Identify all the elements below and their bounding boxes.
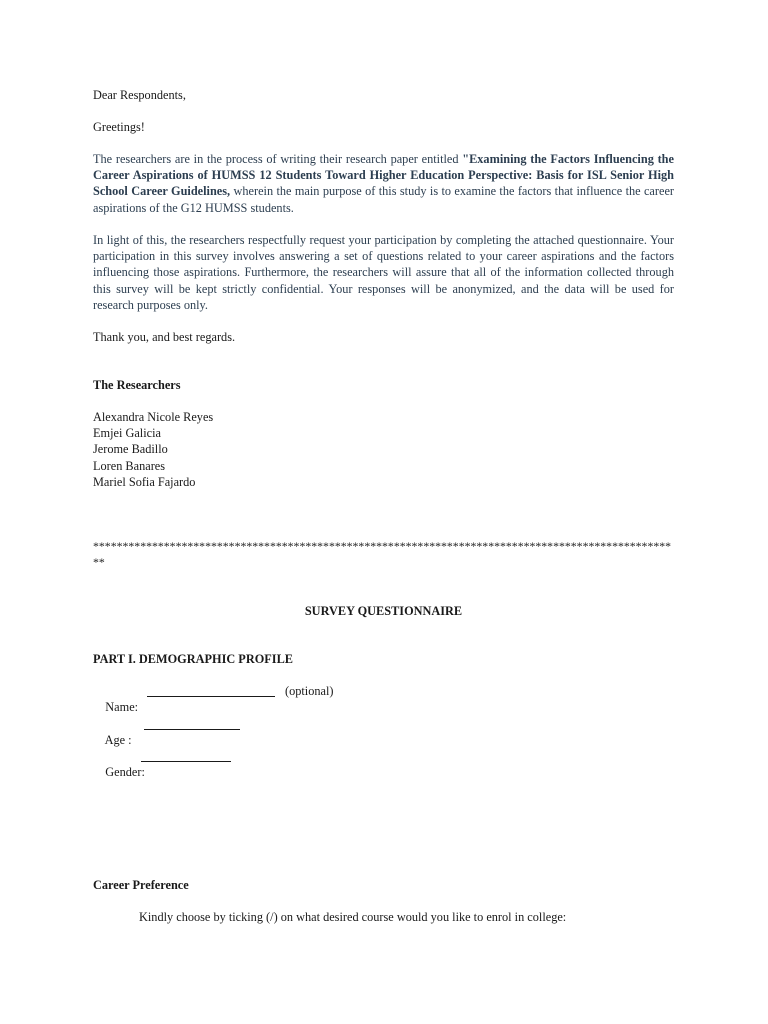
- researcher-name: Loren Banares: [93, 458, 166, 473]
- research-title: "Examining the Factors Influencing the Career Aspirations of HUMSS 12 Students Toward Higher Education Perspective: Basis for ISL Senior High School Career Guidelines,: [93, 152, 674, 199]
- gender-field[interactable]: [141, 750, 231, 762]
- age-field[interactable]: [144, 718, 240, 730]
- researcher-name: Jerome Badillo: [93, 442, 168, 457]
- intro-text-pre: The researchers are in the process of writing their research paper entitled: [93, 152, 463, 166]
- closing-line: Thank you, and best regards.: [93, 330, 236, 344]
- researcher-list: [93, 409, 674, 490]
- greeting: Greetings!: [93, 120, 145, 134]
- part-one-heading: PART I. DEMOGRAPHIC PROFILE: [93, 652, 293, 666]
- survey-title: SURVEY QUESTIONNAIRE: [304, 604, 463, 618]
- age-label: Age :: [104, 733, 132, 747]
- separator-line: ****************************************************************************************************: [93, 539, 672, 570]
- signature-heading: The Researchers: [93, 378, 181, 392]
- request-paragraph: In light of this, the researchers respectfully request your participation by completing the attached questionnaire. Your participation in this survey involves answering a set of questions related to your career aspirations and the factors influencing those aspirations. Furthermore, the researchers will assure that all of the information collected through this survey will be kept strictly confidential. Your responses will be anonymized, and the data will be used for research purposes only.: [93, 233, 674, 312]
- gender-row: [93, 748, 145, 812]
- name-optional-note: (optional): [285, 684, 334, 698]
- salutation: Dear Respondents,: [93, 88, 186, 102]
- gender-label: Gender:: [105, 765, 145, 779]
- course-instruction: Kindly choose by ticking (/) on what desired course would you like to enrol in college:: [139, 910, 567, 924]
- intro-text-post: wherein the main purpose of this study is to examine the factors that influence the career aspirations of the G12 HUMSS students.: [93, 184, 674, 215]
- name-label: Name:: [105, 700, 139, 714]
- career-preference-heading: Career Preference: [93, 878, 189, 892]
- intro-paragraph: [93, 151, 674, 216]
- name-field[interactable]: [147, 685, 275, 697]
- researcher-name: Alexandra Nicole Reyes: [93, 410, 214, 424]
- researcher-name: Emjei Galicia: [93, 426, 161, 441]
- researcher-name: Mariel Sofia Fajardo: [93, 474, 196, 489]
